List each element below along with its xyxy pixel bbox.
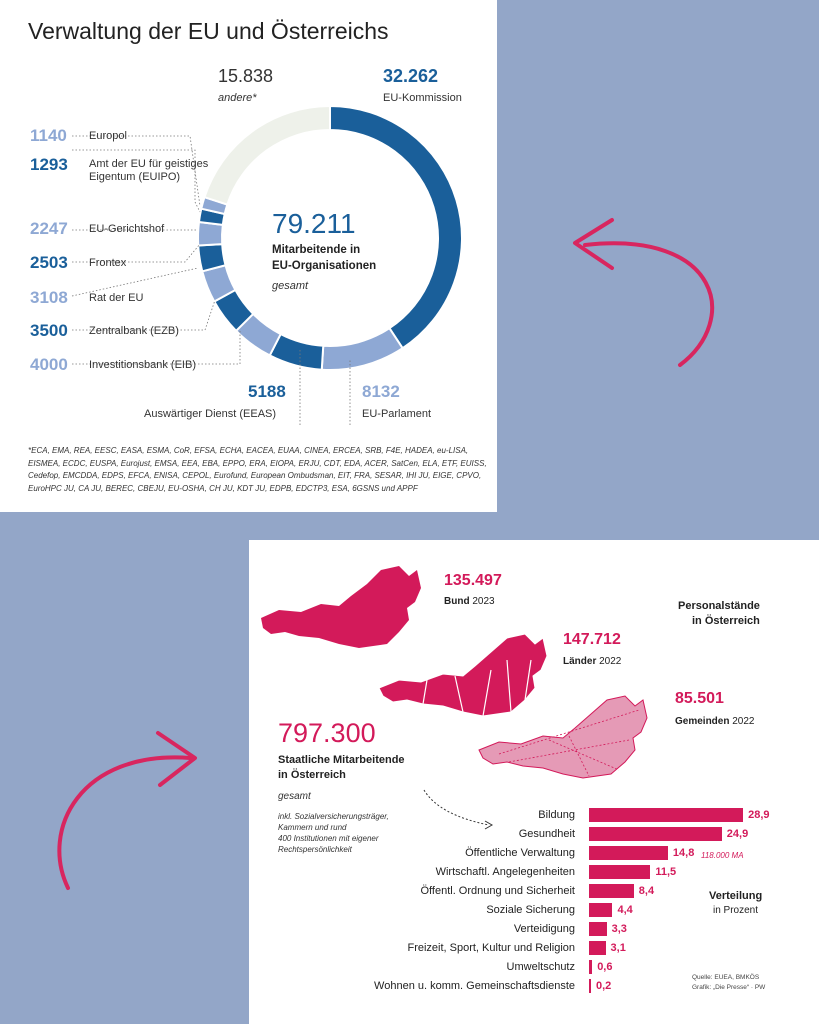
laender-label-text: Länder — [563, 656, 597, 667]
gerichtshof-label: EU-Gerichtshof — [89, 223, 165, 235]
eu-panel — [0, 0, 497, 512]
euipo-value: 1293 — [30, 155, 68, 174]
at-heading-1: Personalstände — [678, 600, 760, 612]
laender-label — [563, 656, 621, 667]
bar-value-2: 14,8 — [672, 847, 695, 859]
parlament-value: 8132 — [362, 382, 400, 401]
eib-value: 4000 — [30, 355, 68, 374]
eu-total-label-2: EU-Organisationen — [272, 260, 377, 272]
bar-label-8: Umweltschutz — [506, 961, 575, 973]
bar-5 — [589, 903, 612, 917]
other-value: 15.838 — [218, 66, 274, 86]
frontex-label: Frontex — [89, 257, 127, 269]
at-total-detail-2: Kammern und rund — [278, 823, 347, 832]
bar-value-4: 8,4 — [638, 885, 655, 897]
dist-unit: in Prozent — [713, 905, 759, 916]
arrow-top-right — [585, 243, 712, 365]
eu-total-value: 79.211 — [272, 208, 356, 239]
bar-1 — [589, 827, 722, 841]
rat-label: Rat der EU — [89, 292, 144, 304]
bar-label-5: Soziale Sicherung — [486, 904, 575, 916]
arrow-bottom-left — [59, 757, 190, 888]
gemeinden-value: 85.501 — [675, 690, 724, 707]
bar-9 — [589, 979, 591, 993]
bar-value-0: 28,9 — [748, 809, 770, 821]
at-total-note: gesamt — [278, 791, 311, 802]
eu-total-note: gesamt — [272, 280, 309, 292]
gerichtshof-value: 2247 — [30, 219, 68, 238]
eu-title: Verwaltung der EU und Österreichs — [28, 18, 389, 44]
at-total-detail-1: inkl. Sozialversicherungsträger, — [278, 812, 389, 821]
source-2: Grafik: „Die Presse“ · PW — [692, 984, 766, 991]
eeas-label: Auswärtiger Dienst (EEAS) — [144, 408, 277, 420]
commission-value: 32.262 — [383, 66, 439, 86]
bar-value-9: 0,2 — [596, 980, 612, 992]
bar-0 — [589, 808, 743, 822]
extra-note: 118.000 MA — [701, 851, 744, 860]
at-total-detail-4: Rechtspersönlichkeit — [278, 845, 352, 854]
europol-label: Europol — [89, 130, 127, 142]
bund-label-text: Bund — [444, 596, 470, 607]
bar-4 — [589, 884, 634, 898]
commission-label: EU-Kommission — [383, 92, 462, 104]
bar-label-3: Wirtschaftl. Angelegenheiten — [435, 866, 575, 878]
at-total-detail-3: 400 Institutionen mit eigener — [278, 834, 379, 843]
ezb-value: 3500 — [30, 321, 68, 340]
bar-label-4: Öffentl. Ordnung und Sicherheit — [420, 885, 575, 897]
bar-value-1: 24,9 — [726, 828, 749, 840]
bar-3 — [589, 865, 650, 879]
bund-label — [444, 596, 495, 607]
dist-title: Verteilung — [709, 890, 763, 902]
gemeinden-label-text: Gemeinden — [675, 716, 730, 727]
bar-8 — [589, 960, 592, 974]
other-label: andere* — [218, 92, 257, 104]
donut-slice-10 — [204, 106, 330, 205]
eu-footnote: *ECA, EMA, REA, EESC, EASA, ESMA, CoR, EFSA, ECHA, EACEA, EUAA, CINEA, ERCEA, SRB, F4E, HADEA, eu-LISA, EISMEA, ECDC, EUSPA, Eurojust, EMSA, EEA, EBA, EPPO, ERA, EIOPA, ERJU, CDT, EDA, ACER, SatCen, ELA, ETF, EUISS, Cedefop, EMCDDA, EDPS, EFCA, ENISA, CEPOL, Eurofund, European Ombudsman, EIT, FRA, SESAR, IHI JU, EIGE, CPVO, EuroHPC JU, CA JU, BEREC, CBEJU, EU-OSHA, CH JU, KDT JU, EDPB, EDCTP3, ESA, 6GSNS und APPF — [28, 446, 487, 493]
bar-label-9: Wohnen u. komm. Gemeinschaftsdienste — [374, 980, 575, 992]
bar-value-6: 3,3 — [611, 923, 627, 935]
bund-year: 2023 — [472, 596, 495, 607]
laender-year: 2022 — [599, 656, 622, 667]
bar-value-5: 4,4 — [617, 904, 633, 916]
austria-map-laender — [379, 634, 547, 716]
bar-value-3: 11,5 — [655, 866, 677, 878]
frontex-value: 2503 — [30, 253, 68, 272]
gemeinden-label — [675, 716, 755, 727]
bar-label-0: Bildung — [538, 809, 575, 821]
bar-2 — [589, 846, 668, 860]
europol-value: 1140 — [30, 126, 67, 145]
donut-slice-7 — [198, 222, 223, 245]
bar-label-7: Freizeit, Sport, Kultur und Religion — [407, 942, 575, 954]
bar-label-2: Öffentliche Verwaltung — [465, 847, 575, 859]
gemeinden-year: 2022 — [732, 716, 755, 727]
eu-total-label-1: Mitarbeitende in — [272, 244, 361, 256]
bund-value: 135.497 — [444, 572, 502, 589]
eib-label: Investitionsbank (EIB) — [89, 359, 196, 371]
at-total-label-2: in Österreich — [278, 769, 346, 781]
bar-value-8: 0,6 — [597, 961, 613, 973]
donut-slice-1 — [322, 328, 403, 370]
laender-value: 147.712 — [563, 631, 621, 648]
donut-slice-6 — [198, 244, 225, 271]
at-heading-2: in Österreich — [692, 615, 760, 627]
at-total-label-1: Staatliche Mitarbeitende — [278, 754, 405, 766]
euipo-label: Amt der EU für geistiges Eigentum (EUIPO) — [89, 158, 209, 183]
eeas-value: 5188 — [248, 382, 286, 401]
ezb-label: Zentralbank (EZB) — [89, 325, 179, 337]
source-1: Quelle: EUEA, BMKÖS — [692, 974, 760, 981]
bar-6 — [589, 922, 607, 936]
parlament-label: EU-Parlament — [362, 408, 432, 420]
at-total-value: 797.300 — [278, 718, 376, 748]
bar-label-6: Verteidigung — [513, 923, 575, 935]
at-panel — [249, 540, 819, 1024]
bar-label-1: Gesundheit — [518, 828, 575, 840]
rat-value: 3108 — [30, 288, 68, 307]
bar-value-7: 3,1 — [610, 942, 626, 954]
austria-map-bund — [261, 566, 421, 648]
bar-7 — [589, 941, 606, 955]
